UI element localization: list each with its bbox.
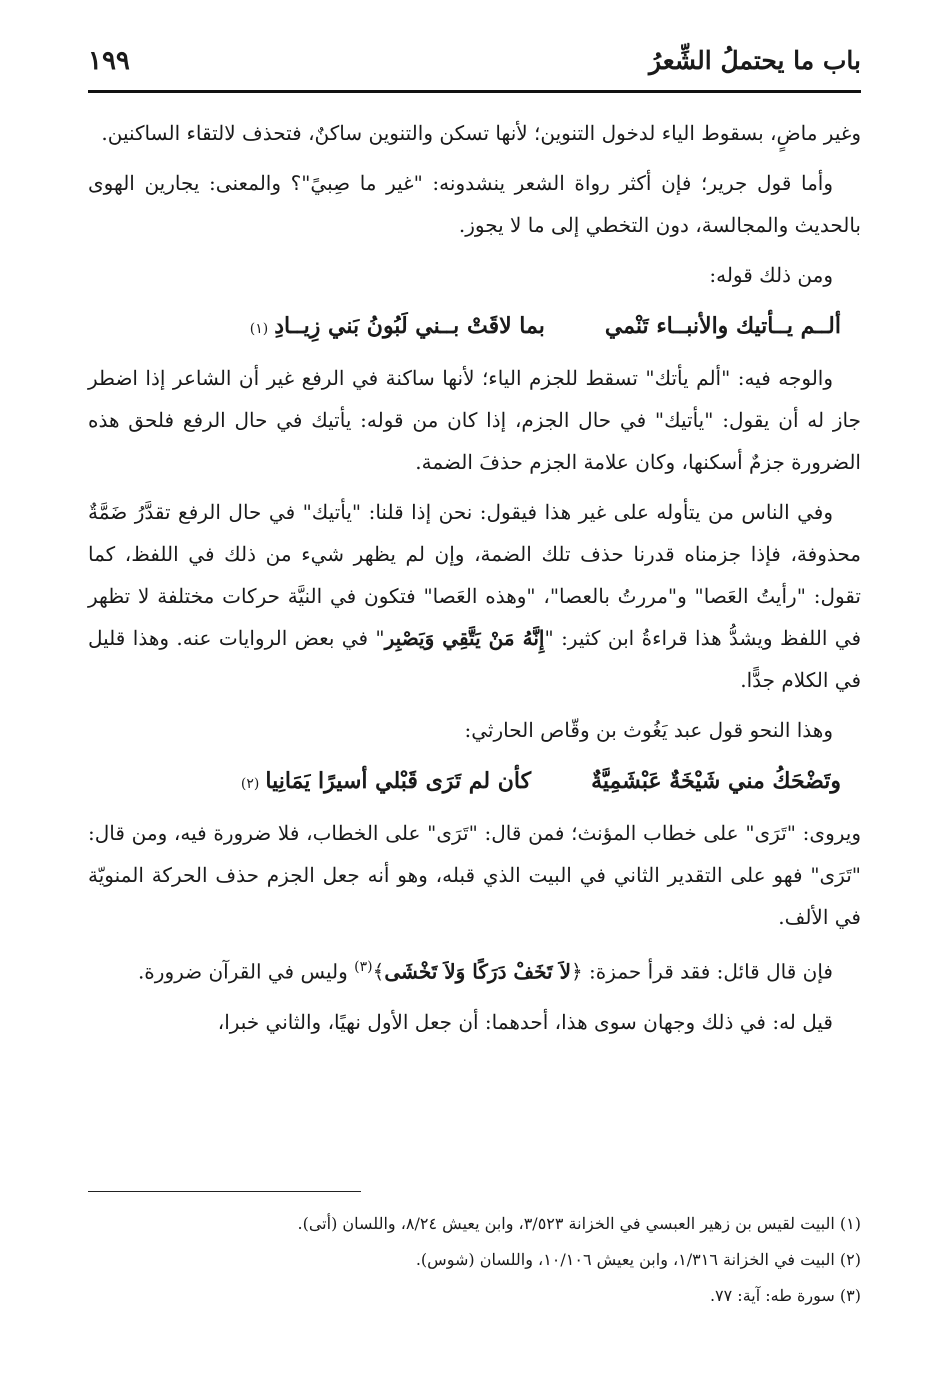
- paragraph: [88, 491, 861, 701]
- book-page: [88, 38, 861, 1358]
- paragraph: قيل له: في ذلك وجهان سوى هذا، أحدهما: أن جعل الأول نهيًا، والثاني خبرا،: [217, 1009, 833, 1034]
- paragraph: وغير ماضٍ، بسقوط الياء لدخول التنوين؛ لأنها تسكن والتنوين ساكنٌ، فتحذف لالتقاء الساكنين.: [101, 121, 861, 145]
- verse-first-hemistich: ألــم يــأتيك والأنبــاء تَنْمي: [604, 313, 841, 339]
- footnote: (١) البيت لقيس بن زهير العبسي في الخزانة ٣/٥٢٣، وابن يعيش ٨/٢٤، واللسان (أتى).: [297, 1214, 861, 1233]
- footnote-ref: (١): [249, 321, 269, 337]
- footnote-separator: [88, 1191, 361, 1192]
- verse-first-hemistich: وتَضْحَكُ مني شَيْخَةٌ عَبْشَمِيَّةٌ: [591, 768, 841, 794]
- verse-second-hemistich: بما لاقَتْ بــني لَبُونُ بَني زِيــادِ: [274, 313, 545, 339]
- footnote-ref: (٣): [354, 959, 373, 975]
- footnote-ref: (٢): [240, 776, 260, 792]
- quran-quote: لاَ تَخَفْ دَرَكًا وَلاَ تَخْشَى: [384, 959, 571, 984]
- page-header: [88, 38, 861, 94]
- page-number: ١٩٩: [88, 46, 130, 76]
- verse-line: [88, 759, 861, 806]
- footnotes: [88, 1206, 861, 1314]
- chapter-title: باب ما يحتملُ الشِّعرُ: [649, 46, 861, 75]
- paragraph: [88, 946, 861, 993]
- paragraph: وهذا النحو قول عبد يَغُوث بن وقّاص الحارثي:: [464, 718, 833, 742]
- verse-second-hemistich: كأن لم تَرَى قَبْلي أسيرًا يَمَانِيا: [265, 768, 532, 794]
- paragraph-text: فإن قال قائل: فقد قرأ حمزة: ﴿: [570, 959, 833, 984]
- paragraph-text: وفي الناس من يتأوله على غير هذا فيقول: نحن إذا قلنا: "يأتيك" في حال الرفع تقدَّرُ ضَمَّةٌ محذوفة، فإذا جزمناه قدرنا حذف تلك الضمة، وإن لم يظهر شيء من ذلك في اللفظ، كما تقول: "رأيتُ العَصا" و"مررتُ بالعصا"، "وهذه العَصا" فتكون في النيَّة حركات مختلفة لا تظهر في اللفظ ويشدُّ هذا قراءةُ ابن كثير: ": [88, 500, 862, 650]
- quran-quote: إِنَّهُ مَنْ يَتَّقِي وَيَصْبِر: [384, 626, 545, 650]
- verse-line: [88, 304, 861, 351]
- footnote: (٣) سورة طه: آية: ٧٧.: [709, 1286, 861, 1305]
- paragraph: ومن ذلك قوله:: [709, 263, 833, 287]
- body-text: [88, 112, 861, 1051]
- paragraph: وأما قول جرير؛ فإن أكثر رواة الشعر ينشدونه: "غير ما صِبيً"؟ والمعنى: يجارين الهوى بالحديث والمجالسة، دون التخطي إلى ما لا يجوز.: [88, 171, 861, 237]
- paragraph: ويروى: "تَرَى" على خطاب المؤنث؛ فمن قال: "تَرَى" على الخطاب، فلا ضرورة فيه، ومن قال: "تَرَى" فهو على التقدير الثاني في البيت الذي قبله، وهو أنه جعل الجزم حذف الحركة المنويّة في الألف.: [88, 821, 861, 929]
- footnote: (٢) البيت في الخزانة ١/٣١٦، وابن يعيش ١٠/١٠٦، واللسان (شوس).: [415, 1250, 861, 1269]
- paragraph: والوجه فيه: "ألم يأتك" تسقط للجزم الياء؛ لأنها ساكنة في الرفع غير أن الشاعر إذا اضطر جاز له أن يقول: "يأتيك" في حال الجزم، إذا كان من قوله: يأتيك في حال الرفع فلحق هذه الضرورة جزمٌ أسكنها، وكان علامة الجزم حذفَ الضمة.: [88, 366, 861, 474]
- quran-bracket: ﴾: [372, 959, 385, 984]
- header-rule: [88, 90, 861, 93]
- paragraph-text: وليس في القرآن ضرورة.: [137, 959, 355, 984]
- paragraph-text: " في بعض الروايات عنه. وهذا قليل في الكلام جدًّا.: [88, 626, 861, 692]
